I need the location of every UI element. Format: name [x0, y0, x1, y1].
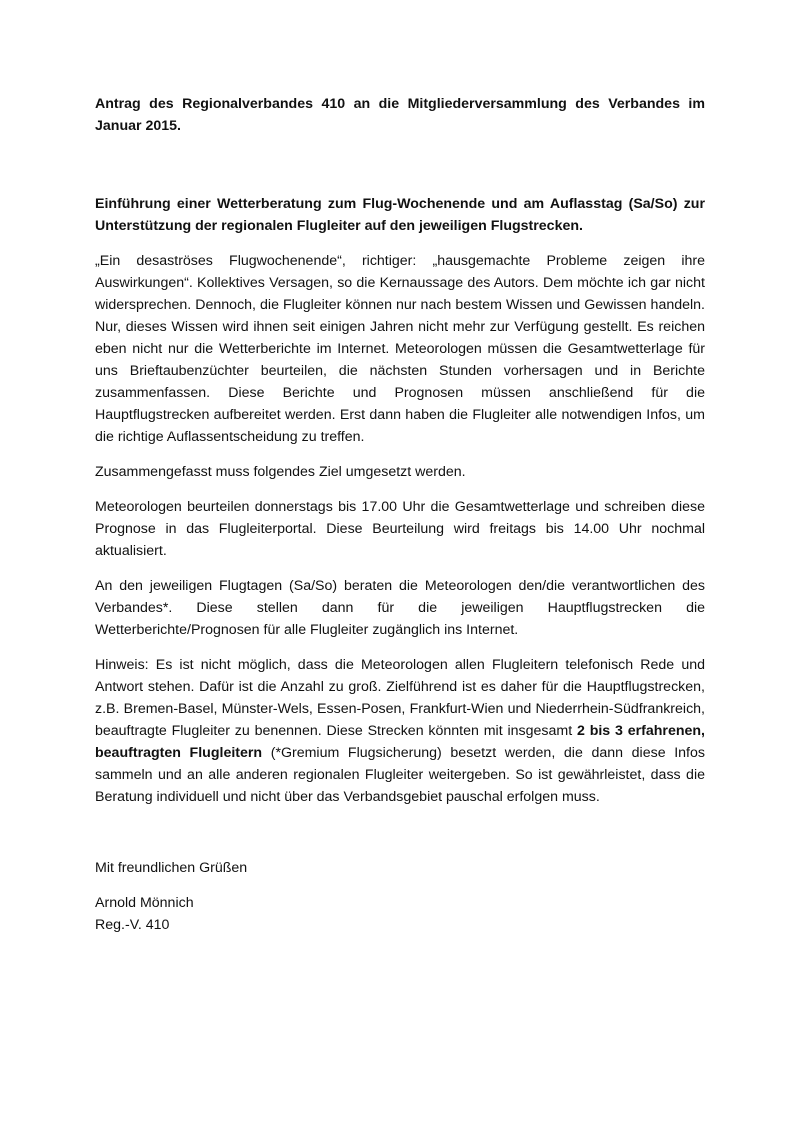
- paragraph-forecast-schedule: Meteorologen beurteilen donnerstags bis 17.00 Uhr die Gesamtwetterlage und schreiben diese Prognose in das Flugleiterportal. Diese Beurteilung wird freitags bis 14.00 Uhr nochmal aktualisiert.: [95, 499, 705, 559]
- closing-greeting: Mit freundlichen Grüßen: [95, 860, 248, 876]
- paragraph-summary: Zusammengefasst muss folgendes Ziel umgesetzt werden.: [95, 464, 466, 480]
- note-text-bold: 2 bis 3 erfahrenen, beauftragten Flugleitern: [95, 723, 706, 761]
- note-text-after: (*Gremium Flugsicherung) besetzt werden, die dann diese Infos sammeln und an alle anderen regionalen Flugleiter weitergeben. So ist gewährleistet, dass die Beratung individuell und nicht über das Verbandsgebiet pauschal erfolgen muss.: [95, 745, 705, 805]
- document-title: Antrag des Regionalverbandes 410 an die Mitgliederversammlung des Verbandes im Januar 2015.: [95, 96, 705, 134]
- signature-organization: Reg.-V. 410: [95, 917, 170, 933]
- paragraph-note: [95, 654, 705, 808]
- document-subject: Einführung einer Wetterberatung zum Flug-Wochenende und am Auflasstag (Sa/So) zur Unterstützung der regionalen Flugleiter auf den jeweiligen Flugstrecken.: [95, 196, 705, 234]
- paragraph-intro: „Ein desaströses Flugwochenende“, richtiger: „hausgemachte Probleme zeigen ihre Auswirkungen“. Kollektives Versagen, so die Kernaussage des Autors. Dem möchte ich gar nicht widersprechen. Dennoch, die Flugleiter können nur nach bestem Wissen und Gewissen handeln. Nur, dieses Wissen wird ihnen seit einigen Jahren nicht mehr zur Verfügung gestellt. Es reichen eben nicht nur die Wetterberichte im Internet. Meteorologen müssen die Gesamtwetterlage für uns Brieftaubenzüchter beurteilen, die nächsten Stunden vorhersagen und in Berichte zusammenfassen. Diese Berichte und Prognosen müssen anschließend für die Hauptflugstrecken aufbereitet werden. Erst dann haben die Flugleiter alle notwendigen Infos, um die richtige Auflassentscheidung zu treffen.: [95, 253, 705, 445]
- letter-page: [95, 93, 705, 936]
- signature-name: Arnold Mönnich: [95, 895, 194, 911]
- note-text-before: Hinweis: Es ist nicht möglich, dass die Meteorologen allen Flugleitern telefonisch Rede und Antwort stehen. Dafür ist die Anzahl zu groß. Zielführend ist es daher für die Hauptflugstrecken, z.B. Bremen-Basel, Münster-Wels, Essen-Posen, Frankfurt-Wien und Niederrhein-Südfrankreich, beauftragte Flugleiter zu benennen. Diese Strecken könnten mit insgesamt: [95, 657, 705, 739]
- paragraph-flight-days: An den jeweiligen Flugtagen (Sa/So) beraten die Meteorologen den/die verantwortlichen des Verbandes*. Diese stellen dann für die jeweiligen Hauptflugstrecken die Wetterberichte/Prognosen für alle Flugleiter zugänglich ins Internet.: [95, 578, 705, 638]
